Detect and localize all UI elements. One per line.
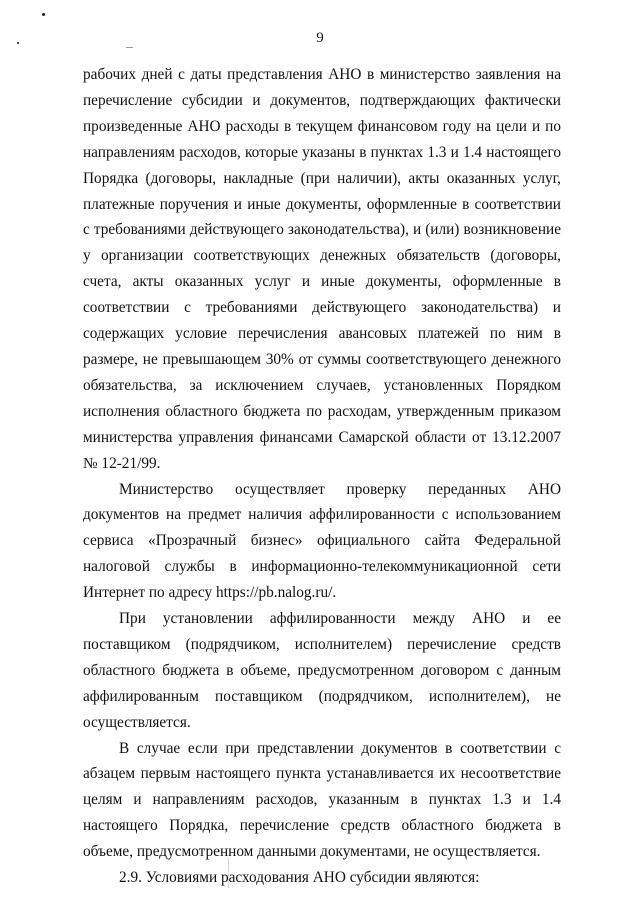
document-body	[83, 62, 561, 891]
section-heading-paragraph: 2.9. Условиями расходования АНО субсидии являются:	[119, 869, 480, 887]
paragraph: При установлении аффилированности между АНО и ее поставщиком (подрядчиком, исполнителем) перечисление средств областного бюджета в объеме, предусмотренном договором с данным аффилированным поставщиком (подрядчиком, исполнителем), не осуществляется.	[83, 610, 561, 731]
paragraph: Министерство осуществляет проверку переданных АНО документов на предмет наличия аффилированности с использованием сервиса «Прозрачный бизнес» официального сайта Федеральной налоговой службы в информационно-телекоммуникационной сети Интернет по адресу https://pb.nalog.ru/.	[83, 480, 561, 602]
paragraph: рабочих дней с даты представления АНО в министерство заявления на перечисление субсидии и документов, подтверждающих фактически произведенные АНО расходы в текущем финансовом году на цели и по направлениям расходов, которые указаны в пунктах 1.3 и 1.4 настоящего Порядка (договоры, накладные (при наличии), акты оказанных услуг, платежные поручения и иные документы, оформленные в соответствии с требованиями действующего законодательства), и (или) возникновение у организации соответствующих денежных обязательств (договоры, счета, акты оказанных услуг и иные документы, оформленные в соответствии с требованиями действующего законодательства) и содержащих условие перечисления авансовых платежей по ним в размере, не превышающем 30% от суммы соответствующего денежного обязательства, за исключением случаев, установленных Порядком исполнения областного бюджета по расходам, утвержденным приказом министерства управления финансами Самарской области от 13.12.2007 № 12-21/99.	[83, 66, 561, 472]
page-number: 9	[316, 30, 324, 46]
paragraph: В случае если при представлении документов в соответствии с абзацем первым настоящего пункта устанавливается их несоответствие целям и направлениям расходов, указанным в пунктах 1.3 и 1.4 настоящего Порядка, перечисление средств областного бюджета в объеме, предусмотренном данными документами, не осуществляется.	[83, 739, 561, 861]
scan-mark	[126, 47, 133, 48]
scan-speck	[42, 13, 45, 16]
